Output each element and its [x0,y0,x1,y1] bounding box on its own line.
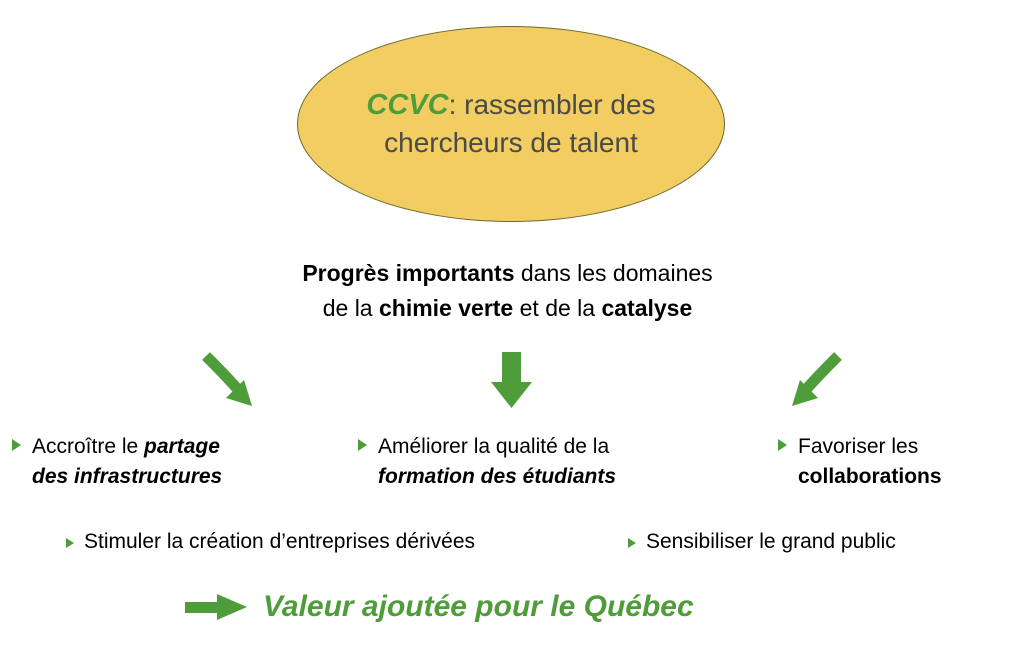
subtitle-block [0,256,1015,325]
sub-bullet-1-label: Stimuler la création d’entreprises dérivées [84,530,476,553]
sub-bullet-1 [66,530,475,554]
conclusion-row [185,590,694,624]
outcome-1-bold-1: partage [144,435,220,458]
ellipse-line-1-rest: : rassembler des [448,88,656,120]
conclusion-label: Valeur ajoutée pour le Québec [263,590,694,623]
title-ellipse [297,26,725,222]
outcome-1-bold-2: des infrastructures [32,465,223,489]
outcome-1-line-2 [32,462,332,492]
triangle-bullet-icon [358,439,367,451]
triangle-bullet-icon [778,439,787,451]
triangle-bullet-icon [12,439,21,451]
ccvc-acronym: CCVC [366,88,449,121]
outcome-column-2 [358,432,728,493]
subtitle-bold-1: Progrès importants [302,260,515,286]
outcome-3-line-1: Favoriser les [798,435,919,458]
ellipse-line-2: chercheurs de talent [384,126,638,158]
outcome-1-plain: Accroître le [32,435,145,458]
arrow-down-icon-right [784,352,844,408]
outcome-3-line-2 [798,462,1015,492]
outcome-column-3 [778,432,1015,493]
outcome-1-line-1 [32,432,332,462]
triangle-bullet-icon [66,538,74,548]
arrow-right-icon [185,592,247,622]
subtitle-bold-3: catalyse [601,294,693,321]
outcome-2-line-1: Améliorer la qualité de la [378,435,610,458]
outcome-3-bold-1: collaborations [798,465,942,489]
subtitle-line-2 [0,291,1015,326]
subtitle-text-1: dans les domaines [514,260,713,286]
outcome-2-bold-1: formation des étudiants [378,465,617,489]
arrow-down-icon-middle [482,352,542,408]
subtitle-bold-2: chimie verte [378,294,514,321]
sub-bullet-2-label: Sensibiliser le grand public [646,530,896,553]
outcome-2-line-2 [378,462,728,492]
subtitle-text-3: et de la [513,294,602,321]
arrow-down-icon-left [200,352,260,408]
subtitle-text-2: de la [322,294,379,321]
ellipse-text-block [297,26,725,222]
triangle-bullet-icon [628,538,636,548]
outcome-column-1 [12,432,332,493]
sub-bullet-2 [628,530,896,554]
subtitle-line-1 [0,256,1015,291]
ellipse-line-1 [366,87,655,125]
